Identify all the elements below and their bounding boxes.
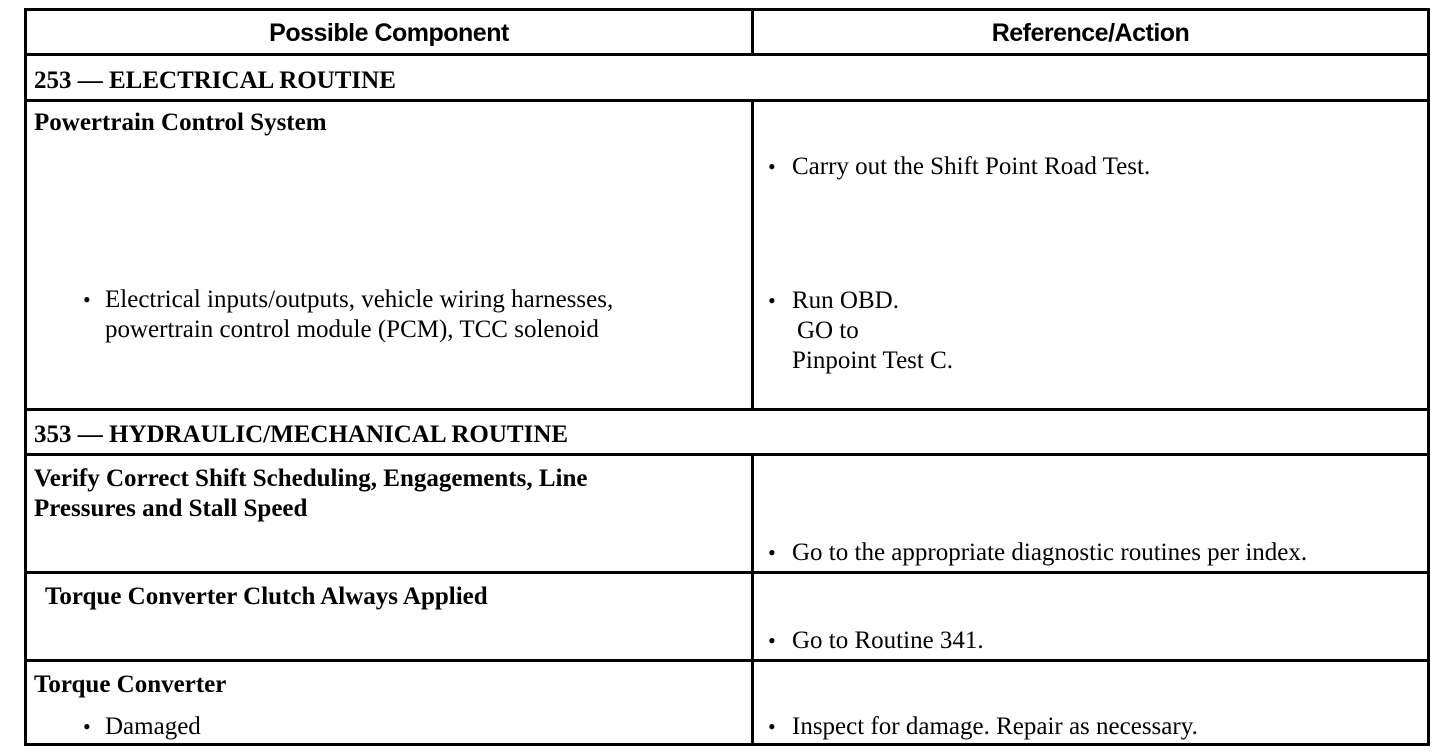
divider xyxy=(27,571,1427,574)
action-pinpoint-test: Pinpoint Test C. xyxy=(792,347,954,374)
bullet: • xyxy=(768,540,776,565)
component-torque-converter: Torque Converter xyxy=(34,671,227,698)
component-bullet-damaged: Damaged xyxy=(105,713,201,740)
column-divider xyxy=(751,99,754,408)
bullet: • xyxy=(768,714,776,739)
column-header-action: Reference/Action xyxy=(991,18,1190,47)
column-divider xyxy=(751,453,754,746)
component-bullet-line: Electrical inputs/outputs, vehicle wiring harnesses, xyxy=(105,286,614,313)
action-inspect-damage: Inspect for damage. Repair as necessary. xyxy=(792,713,1198,740)
bullet: • xyxy=(768,154,776,179)
action-routine-341: Go to Routine 341. xyxy=(792,627,984,654)
action-shift-point-road-test: Carry out the Shift Point Road Test. xyxy=(792,153,1151,180)
column-header-component: Possible Component xyxy=(269,18,509,47)
component-bullet-line: powertrain control module (PCM), TCC solenoid xyxy=(105,316,599,343)
component-verify-shift-scheduling: Verify Correct Shift Scheduling, Engagements, Line xyxy=(34,465,588,492)
bullet: • xyxy=(83,714,91,739)
divider xyxy=(27,453,1427,456)
section-title-hydraulic: 353 — HYDRAULIC/MECHANICAL ROUTINE xyxy=(34,421,569,448)
divider xyxy=(27,408,1427,411)
component-powertrain-control-system: Powertrain Control System xyxy=(34,109,327,136)
divider xyxy=(27,99,1427,102)
bullet: • xyxy=(768,628,776,653)
bullet: • xyxy=(768,288,776,313)
action-run-obd: Run OBD. xyxy=(792,287,899,314)
diagnostic-table xyxy=(24,8,1430,746)
bullet: • xyxy=(83,287,91,312)
action-go-to: GO to xyxy=(797,317,859,344)
component-tcc-always-applied: Torque Converter Clutch Always Applied xyxy=(45,583,488,610)
action-diagnostic-routines: Go to the appropriate diagnostic routines per index. xyxy=(792,539,1308,566)
section-title-electrical: 253 — ELECTRICAL ROUTINE xyxy=(34,67,396,94)
component-verify-shift-scheduling: Pressures and Stall Speed xyxy=(34,495,308,522)
divider xyxy=(27,659,1427,662)
